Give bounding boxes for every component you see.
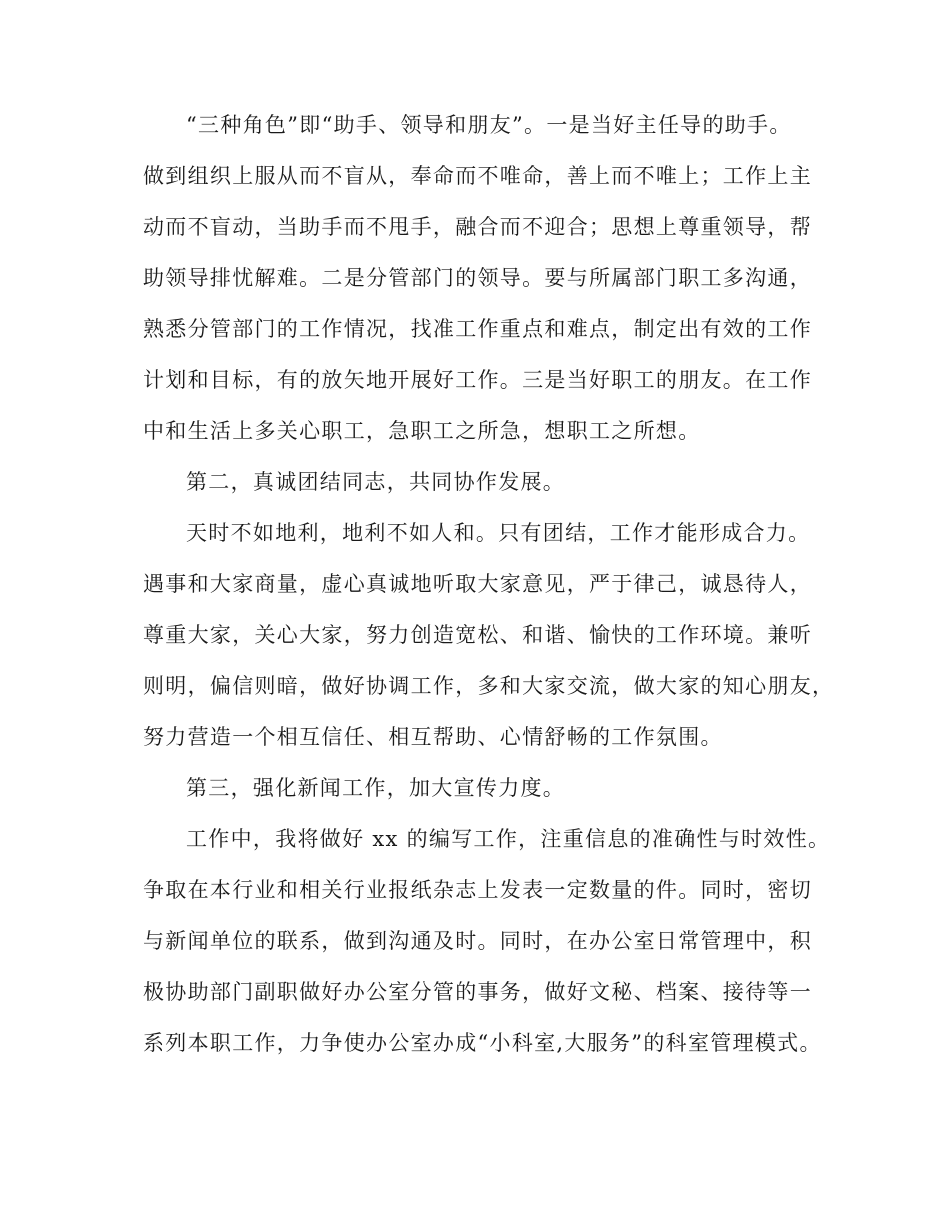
section-heading: 第三，强化新闻工作，加大宣传力度。	[186, 776, 566, 800]
text-line: 则明，偏信则暗，做好协调工作，多和大家交流，做大家的知心朋友，	[143, 674, 835, 698]
section-heading: 第二，真诚团结同志，共同协作发展。	[186, 470, 566, 494]
text-line: 助领导排忧解难。二是分管部门的领导。要与所属部门职工多沟通，	[143, 266, 812, 290]
text-line: “三种角色”即“助手、领导和朋友”。一是当好主任导的助手。	[186, 113, 792, 137]
text-line: 做到组织上服从而不盲从，奉命而不唯命，善上而不唯上；工作上主	[143, 164, 812, 188]
text-line: 工作中，我将做好 xx 的编写工作，注重信息的准确性与时效性。	[186, 827, 831, 851]
text-line: 尊重大家，关心大家，努力创造宽松、和谐、愉快的工作环境。兼听	[143, 623, 812, 647]
text-line: 与新闻单位的联系，做到沟通及时。同时，在办公室日常管理中，积	[143, 929, 812, 953]
document-body	[143, 110, 843, 1079]
text-line: 熟悉分管部门的工作情况，找准工作重点和难点，制定出有效的工作	[143, 317, 812, 341]
text-line: 计划和目标，有的放矢地开展好工作。三是当好职工的朋友。在工作	[143, 368, 812, 392]
text-line: 天时不如地利，地利不如人和。只有团结，工作才能形成合力。	[186, 521, 811, 545]
text-line: 极协助部门副职做好办公室分管的事务，做好文秘、档案、接待等一	[143, 980, 812, 1004]
text-line: 争取在本行业和相关行业报纸杂志上发表一定数量的件。同时，密切	[143, 878, 812, 902]
text-line: 努力营造一个相互信任、相互帮助、心情舒畅的工作氛围。	[143, 725, 723, 749]
text-line: 遇事和大家商量，虚心真诚地听取大家意见，严于律己，诚恳待人，	[143, 572, 812, 596]
text-line: 系列本职工作，力争使办公室办成“小科室,大服务”的科室管理模式。	[143, 1031, 822, 1055]
text-line: 中和生活上多关心职工，急职工之所急，想职工之所想。	[143, 419, 701, 443]
text-line: 动而不盲动，当助手而不甩手，融合而不迎合；思想上尊重领导，帮	[143, 215, 812, 239]
